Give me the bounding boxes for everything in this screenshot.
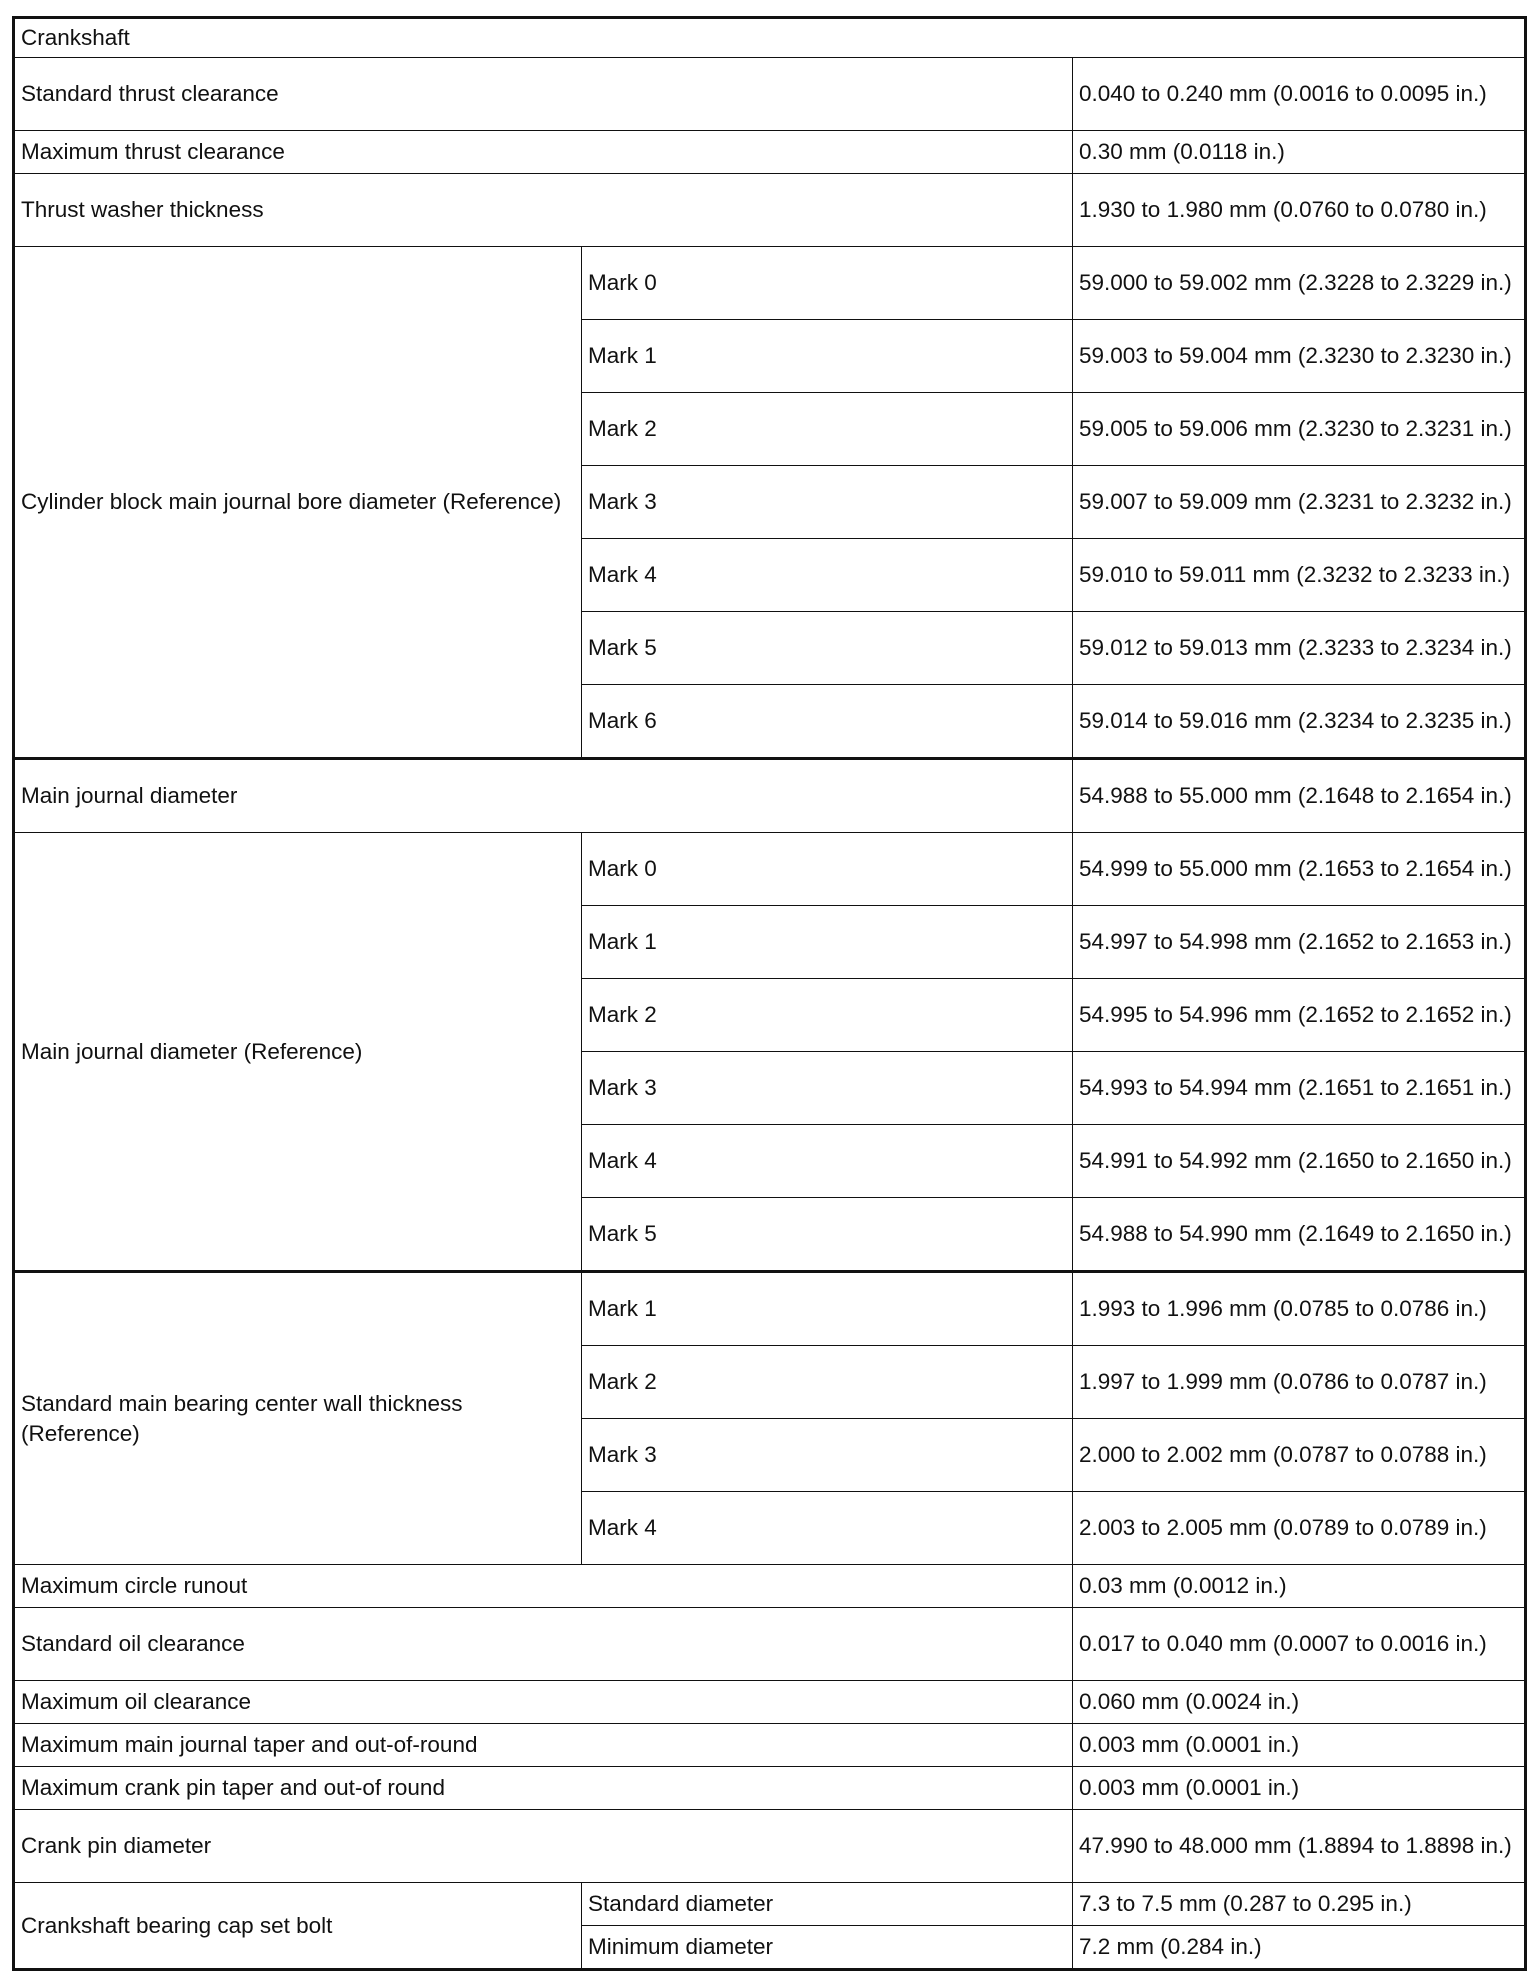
spec-value: 0.017 to 0.040 mm (0.0007 to 0.0016 in.)	[1073, 1608, 1526, 1681]
mark-value: 2.000 to 2.002 mm (0.0787 to 0.0788 in.)	[1073, 1419, 1526, 1492]
table-row	[14, 1681, 1526, 1724]
spec-value: 0.003 mm (0.0001 in.)	[1073, 1767, 1526, 1810]
table-row	[14, 1272, 1526, 1346]
table-row	[14, 58, 1526, 131]
group-label-cap-bolt: Crankshaft bearing cap set bolt	[14, 1883, 582, 1970]
table-row	[14, 833, 1526, 906]
table-row	[14, 1883, 1526, 1926]
table-row	[14, 174, 1526, 247]
group-label-journal-ref: Main journal diameter (Reference)	[14, 833, 582, 1272]
spec-label: Maximum circle runout	[14, 1565, 1073, 1608]
spec-label: Thrust washer thickness	[14, 174, 1073, 247]
mark-value: 54.997 to 54.998 mm (2.1652 to 2.1653 in.)	[1073, 906, 1526, 979]
table-row	[14, 247, 1526, 320]
mark-value: 1.997 to 1.999 mm (0.0786 to 0.0787 in.)	[1073, 1346, 1526, 1419]
table-row	[14, 759, 1526, 833]
spec-label: Main journal diameter	[14, 759, 1073, 833]
mark-value: 59.014 to 59.016 mm (2.3234 to 2.3235 in.)	[1073, 685, 1526, 759]
mark-label: Mark 2	[582, 1346, 1073, 1419]
spec-value: 0.060 mm (0.0024 in.)	[1073, 1681, 1526, 1724]
group-label-bore: Cylinder block main journal bore diameter (Reference)	[14, 247, 582, 759]
mark-value: 59.000 to 59.002 mm (2.3228 to 2.3229 in.)	[1073, 247, 1526, 320]
sub-label: Standard diameter	[582, 1883, 1073, 1926]
mark-label: Mark 1	[582, 320, 1073, 393]
spec-label: Maximum crank pin taper and out-of round	[14, 1767, 1073, 1810]
mark-label: Mark 5	[582, 1198, 1073, 1272]
mark-value: 59.003 to 59.004 mm (2.3230 to 2.3230 in.)	[1073, 320, 1526, 393]
sub-label: Minimum diameter	[582, 1926, 1073, 1970]
mark-label: Mark 4	[582, 539, 1073, 612]
mark-value: 54.993 to 54.994 mm (2.1651 to 2.1651 in.)	[1073, 1052, 1526, 1125]
spec-value: 7.3 to 7.5 mm (0.287 to 0.295 in.)	[1073, 1883, 1526, 1926]
spec-value: 0.003 mm (0.0001 in.)	[1073, 1724, 1526, 1767]
spec-value: 0.30 mm (0.0118 in.)	[1073, 131, 1526, 174]
mark-value: 59.005 to 59.006 mm (2.3230 to 2.3231 in.)	[1073, 393, 1526, 466]
spec-value: 1.930 to 1.980 mm (0.0760 to 0.0780 in.)	[1073, 174, 1526, 247]
spec-value: 54.988 to 55.000 mm (2.1648 to 2.1654 in.)	[1073, 759, 1526, 833]
mark-label: Mark 3	[582, 1052, 1073, 1125]
mark-label: Mark 1	[582, 1272, 1073, 1346]
spec-label: Standard thrust clearance	[14, 58, 1073, 131]
spec-value: 47.990 to 48.000 mm (1.8894 to 1.8898 in.)	[1073, 1810, 1526, 1883]
mark-value: 54.991 to 54.992 mm (2.1650 to 2.1650 in.)	[1073, 1125, 1526, 1198]
table-row	[14, 1565, 1526, 1608]
crankshaft-spec-table	[12, 16, 1527, 1971]
spec-value: 7.2 mm (0.284 in.)	[1073, 1926, 1526, 1970]
spec-label: Standard oil clearance	[14, 1608, 1073, 1681]
spec-value: 0.03 mm (0.0012 in.)	[1073, 1565, 1526, 1608]
mark-value: 2.003 to 2.005 mm (0.0789 to 0.0789 in.)	[1073, 1492, 1526, 1565]
spec-label: Maximum oil clearance	[14, 1681, 1073, 1724]
mark-label: Mark 4	[582, 1492, 1073, 1565]
mark-value: 1.993 to 1.996 mm (0.0785 to 0.0786 in.)	[1073, 1272, 1526, 1346]
mark-label: Mark 2	[582, 979, 1073, 1052]
table-row	[14, 1767, 1526, 1810]
table-row	[14, 1810, 1526, 1883]
spec-label: Crank pin diameter	[14, 1810, 1073, 1883]
mark-label: Mark 1	[582, 906, 1073, 979]
mark-label: Mark 5	[582, 612, 1073, 685]
mark-value: 59.010 to 59.011 mm (2.3232 to 2.3233 in.)	[1073, 539, 1526, 612]
spec-label: Maximum main journal taper and out-of-round	[14, 1724, 1073, 1767]
mark-value: 54.988 to 54.990 mm (2.1649 to 2.1650 in.)	[1073, 1198, 1526, 1272]
mark-value: 54.995 to 54.996 mm (2.1652 to 2.1652 in.)	[1073, 979, 1526, 1052]
table-row	[14, 1724, 1526, 1767]
mark-value: 54.999 to 55.000 mm (2.1653 to 2.1654 in.)	[1073, 833, 1526, 906]
mark-label: Mark 0	[582, 247, 1073, 320]
table-row	[14, 1608, 1526, 1681]
table-row	[14, 131, 1526, 174]
mark-value: 59.007 to 59.009 mm (2.3231 to 2.3232 in.)	[1073, 466, 1526, 539]
mark-label: Mark 3	[582, 1419, 1073, 1492]
mark-label: Mark 4	[582, 1125, 1073, 1198]
mark-label: Mark 0	[582, 833, 1073, 906]
mark-label: Mark 3	[582, 466, 1073, 539]
mark-value: 59.012 to 59.013 mm (2.3233 to 2.3234 in.)	[1073, 612, 1526, 685]
group-label-bearing-wall: Standard main bearing center wall thickness (Reference)	[14, 1272, 582, 1565]
mark-label: Mark 2	[582, 393, 1073, 466]
spec-value: 0.040 to 0.240 mm (0.0016 to 0.0095 in.)	[1073, 58, 1526, 131]
table-row	[14, 18, 1526, 58]
spec-label: Maximum thrust clearance	[14, 131, 1073, 174]
section-title: Crankshaft	[14, 18, 1526, 58]
mark-label: Mark 6	[582, 685, 1073, 759]
